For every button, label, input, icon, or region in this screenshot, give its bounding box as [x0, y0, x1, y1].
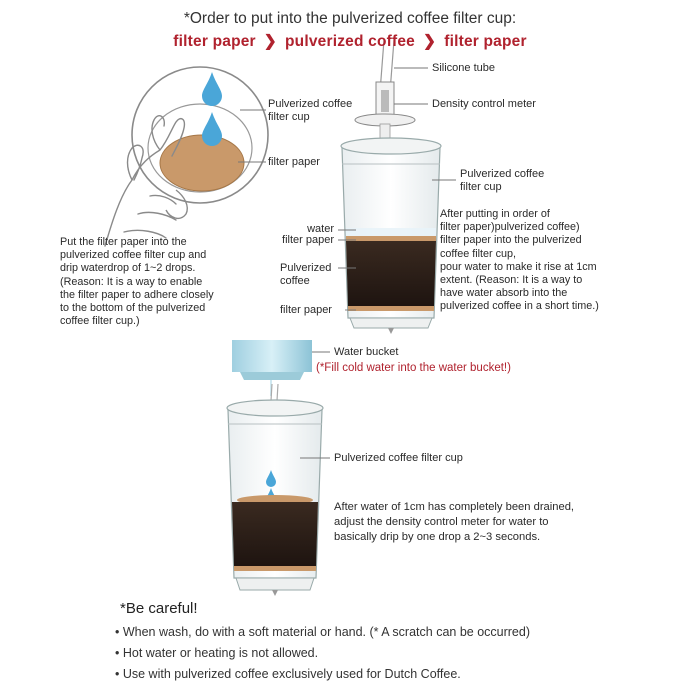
label-fill-note: (*Fill cold water into the water bucket!): [316, 362, 511, 374]
label-filter-cup-bottom: Pulverized coffee filter cup: [334, 452, 463, 464]
caution-title: *Be careful!: [120, 600, 198, 617]
caution-item: • Use with pulverized coffee exclusively used for Dutch Coffee.: [115, 667, 461, 681]
instruction-order-step: After putting in order of filter paper)pulverized coffee) filter paper into the pulverized coffee filter cup, pour water to make it rise at 1cm extent. (Reason: It is a way to have water absorb into the pulverized coffee in a short time.): [440, 208, 599, 313]
label-filter-paper-lower: filter paper: [280, 304, 332, 316]
order-sequence: [0, 32, 700, 51]
water-drop-icon: [202, 72, 222, 106]
instruction-drain-step: After water of 1cm has completely been drained, adjust the density control meter for water to basically drip by one drop a 2~3 seconds.: [334, 501, 575, 543]
sequence-separator-1: ❯: [263, 33, 277, 50]
caution-item: • Hot water or heating is not allowed.: [115, 646, 319, 660]
filter-paper-disc: [160, 135, 244, 191]
bottom-apparatus: [227, 340, 323, 596]
top-filter-cup: [341, 40, 441, 334]
sequence-step-1: filter paper: [173, 33, 256, 50]
label-silicone-tube: Silicone tube: [432, 62, 495, 74]
instruction-hand-step: Put the filter paper into the pulverized coffee filter cup and drip waterdrop of 1~2 drops. (Reason: It is a way to enable the filter paper to adhere closely to the bottom of the pulverized coffee filter cup.): [60, 236, 214, 328]
label-water-bucket: Water bucket: [334, 346, 399, 358]
label-filter-paper-upper: filter paper: [282, 234, 334, 246]
water-drop-icon: [202, 112, 222, 146]
hand-illustration: [105, 67, 268, 246]
label-density-meter: Density control meter: [432, 98, 536, 110]
label-filter-cup-hand: Pulverized coffee filter cup: [268, 98, 353, 123]
label-filter-paper-hand: filter paper: [268, 156, 320, 168]
page-title: *Order to put into the pulverized coffee filter cup:: [183, 10, 517, 27]
sequence-step-2: pulverized coffee: [284, 33, 416, 50]
label-filter-cup-top: Pulverized coffee filter cup: [460, 168, 545, 193]
label-pulverized-coffee: Pulverized coffee: [280, 262, 332, 287]
label-water: water: [307, 223, 334, 235]
caution-item: • When wash, do with a soft material or hand. (* A scratch can be occurred): [115, 625, 530, 639]
sequence-step-3: filter paper: [444, 33, 527, 50]
sequence-separator-2: ❯: [423, 33, 437, 50]
